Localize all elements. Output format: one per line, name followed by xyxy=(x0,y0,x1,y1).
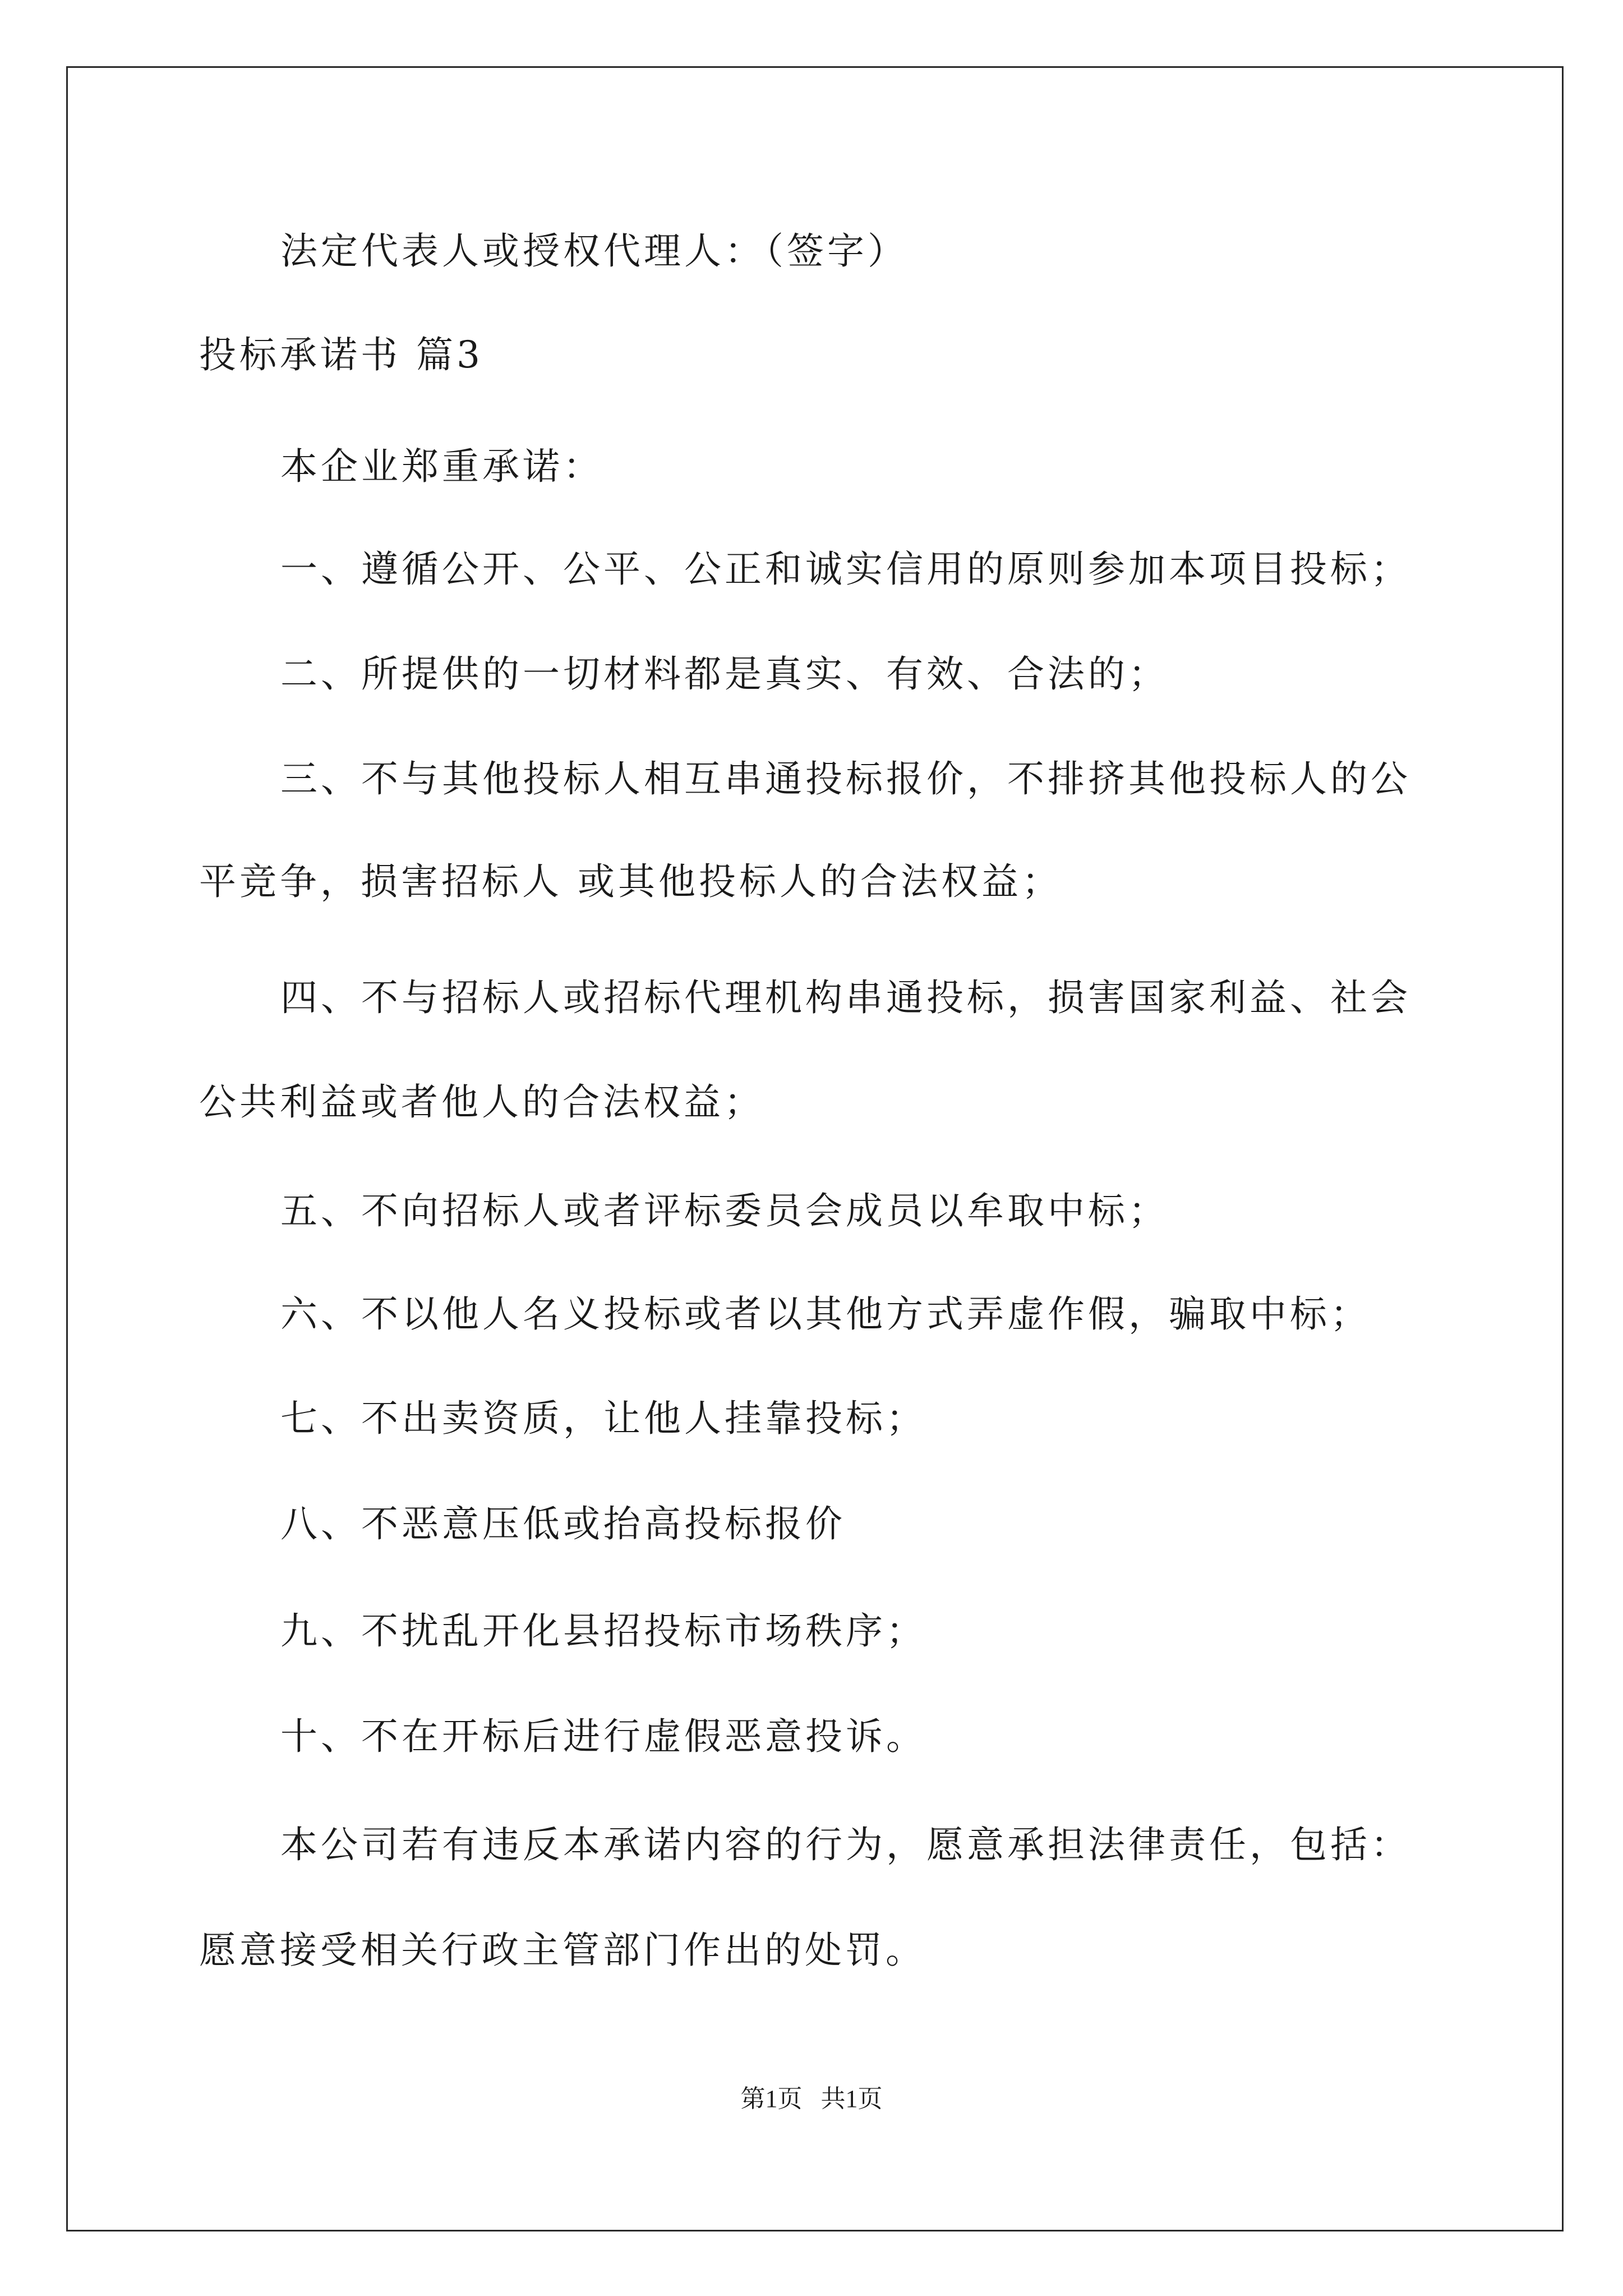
liability-statement: 本公司若有违反本承诺内容的行为，愿意承担法律责任，包括： xyxy=(280,1823,1411,1866)
promise-intro: 本企业郑重承诺： xyxy=(280,445,603,488)
signature-line: 法定代表人或授权代理人：（签字） xyxy=(280,229,908,273)
section-heading: 投标承诺书 篇3 xyxy=(199,333,483,376)
promise-item-9: 九、不扰乱开化县招投标市场秩序； xyxy=(280,1609,926,1653)
page-border xyxy=(66,66,1564,2231)
promise-item-1: 一、遵循公开、公平、公正和诚实信用的原则参加本项目投标； xyxy=(280,547,1411,591)
promise-item-4: 四、不与招标人或招标代理机构串通投标，损害国家利益、社会 xyxy=(280,976,1411,1019)
promise-item-3-continued: 平竞争，损害招标人 或其他投标人的合法权益； xyxy=(199,860,1062,903)
promise-item-5: 五、不向招标人或者评标委员会成员以牟取中标； xyxy=(280,1189,1169,1232)
page-number-footer: 第1页 共1页 xyxy=(740,2085,883,2113)
promise-item-8: 八、不恶意压低或抬高投标报价 xyxy=(280,1502,846,1545)
promise-item-2: 二、所提供的一切材料都是真实、有效、合法的； xyxy=(280,652,1169,696)
promise-item-10: 十、不在开标后进行虚假恶意投诉。 xyxy=(280,1715,926,1758)
promise-item-6: 六、不以他人名义投标或者以其他方式弄虚作假，骗取中标； xyxy=(280,1292,1371,1336)
promise-item-7: 七、不出卖资质，让他人挂靠投标； xyxy=(280,1397,926,1440)
liability-statement-continued: 愿意接受相关行政主管部门作出的处罚。 xyxy=(199,1929,926,1972)
promise-item-3: 三、不与其他投标人相互串通投标报价，不排挤其他投标人的公 xyxy=(280,757,1411,800)
promise-item-4-continued: 公共利益或者他人的合法权益； xyxy=(199,1080,764,1124)
